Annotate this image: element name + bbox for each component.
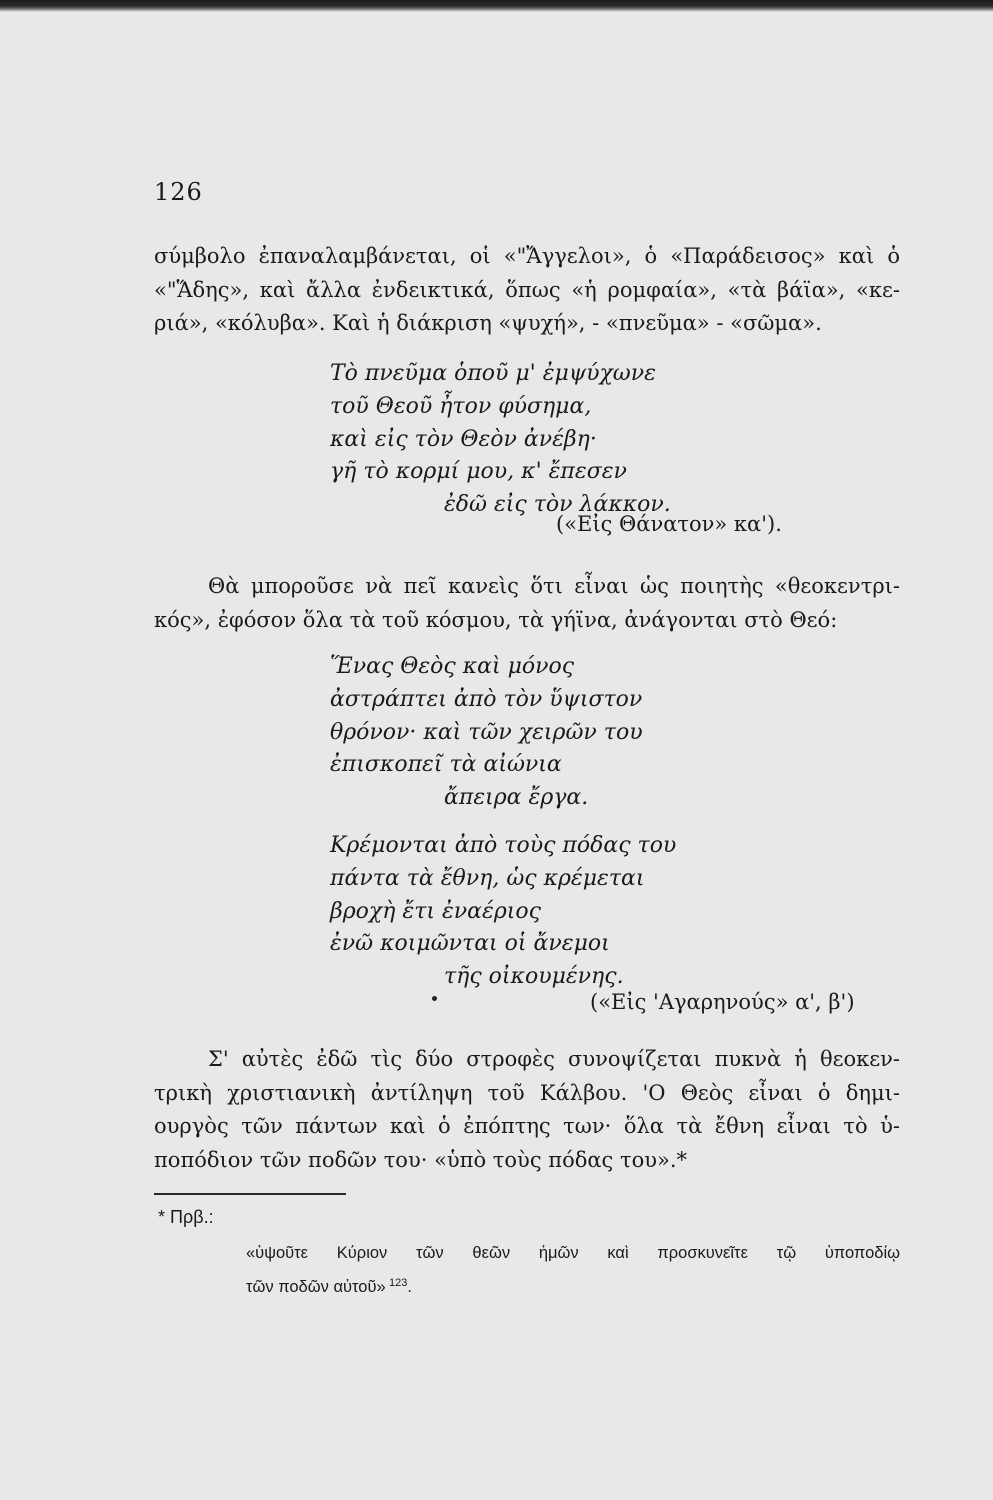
poem-line: τοῦ Θεοῦ ἦτον φύσημα, <box>330 393 592 419</box>
paragraph-line: ουργὸς τῶν πάντων καὶ ὁ ἐπόπτης των· ὅλα τὰ ἔθνη εἶναι τὸ ὑ- <box>154 1114 900 1138</box>
paragraph-line: κός», ἐφόσον ὅλα τὰ τοῦ κόσμου, τὰ γήϊνα, ἀνάγονται στὸ Θεό: <box>154 607 838 632</box>
poem-line: Ἕνας Θεὸς καὶ μόνος <box>330 654 575 679</box>
poem-attribution: («Εἰς 'Αγαρηνούς» α', β') <box>590 990 855 1014</box>
footnote-reference: 123 <box>389 1277 408 1289</box>
paragraph-line: σύμβολο ἐπαναλαμβάνεται, οἱ «"Ἄγγελοι», ὁ «Παράδεισος» καὶ ὁ <box>154 244 900 268</box>
poem-line: θρόνον· καὶ τῶν χειρῶν του <box>330 719 643 745</box>
poem-line: ἀστράπτει ἀπὸ τὸν ὕψιστον <box>330 686 643 712</box>
page-number: 126 <box>154 178 203 206</box>
poem-line: πάντα τὰ ἔθνη, ὡς κρέμεται <box>330 865 645 891</box>
poem-attribution: («Εἰς Θάνατον» κα'). <box>556 512 782 536</box>
poem-line: γῆ τὸ κορμί μου, κ' ἔπεσεν <box>330 459 627 485</box>
footnote-divider <box>154 1193 346 1195</box>
poem-line: ἐπισκοπεῖ τὰ αἰώνια <box>330 752 562 778</box>
poem-stanza-one-god <box>330 651 643 815</box>
footnote-line: «ὑψοῦτε Κύριον τῶν θεῶν ἡμῶν καὶ προσκυνεῖτε τῷ ὑποποδίῳ <box>246 1244 900 1262</box>
poem-line: καὶ εἰς τὸν Θεὸν ἀνέβη· <box>330 426 597 452</box>
paragraph-line: ριά», «κόλυβα». Καὶ ἡ διάκριση «ψυχή», - «πνεῦμα» - «σῶμα». <box>154 311 822 335</box>
poem-line: Κρέμονται ἀπὸ τοὺς πόδας του <box>330 833 677 858</box>
paragraph-intro <box>154 240 900 341</box>
paragraph-line: ποπόδιον τῶν ποδῶν του· «ὑπὸ τοὺς πόδας του».* <box>154 1147 688 1172</box>
footnote-label: * Πρβ.: <box>158 1207 214 1227</box>
poem-stanza-death <box>330 358 671 522</box>
paragraph-summary <box>154 1043 900 1177</box>
footnote-line <box>246 1268 900 1302</box>
footnote-period: . <box>407 1278 412 1296</box>
poem-stanza-nations <box>330 830 676 994</box>
paragraph-line: Θὰ μποροῦσε νὰ πεῖ κανεὶς ὅτι εἶναι ὡς ποιητὴς «θεοκεντρι- <box>208 574 900 598</box>
footnote-text: τῶν ποδῶν αὐτοῦ» <box>246 1278 386 1296</box>
paragraph-line: Σ' αὐτὲς ἐδῶ τὶς δύο στροφὲς συνοψίζεται πυκνὰ ἡ θεοκεν- <box>208 1047 900 1071</box>
paragraph-line: τρικὴ χριστιανικὴ ἀντίληψη τοῦ Κάλβου. 'Ο Θεὸς εἶναι ὁ δημι- <box>154 1080 900 1105</box>
poem-line-indented: τῆς οἰκουμένης. <box>444 964 624 990</box>
poem-line: Τὸ πνεῦμα ὁποῦ μ' ἐμψύχωνε <box>330 361 656 386</box>
paragraph-line: «"Ἅδης», καὶ ἄλλα ἐνδεικτικά, ὅπως «ἡ ρομφαία», «τὰ βάϊα», «κε- <box>154 277 900 302</box>
poem-line-indented: ἐδῶ εἰς τὸν λάκκον. <box>444 492 671 518</box>
poem-line: ἐνῶ κοιμῶνται οἱ ἄνεμοι <box>330 931 610 957</box>
page-top-edge <box>0 0 993 12</box>
paragraph-theocentric <box>154 570 900 637</box>
footnote-quote <box>246 1238 900 1302</box>
poem-line: βροχὴ ἔτι ἐναέριος <box>330 898 541 924</box>
print-speck <box>432 996 437 1001</box>
poem-line-indented: ἄπειρα ἔργα. <box>444 785 589 811</box>
